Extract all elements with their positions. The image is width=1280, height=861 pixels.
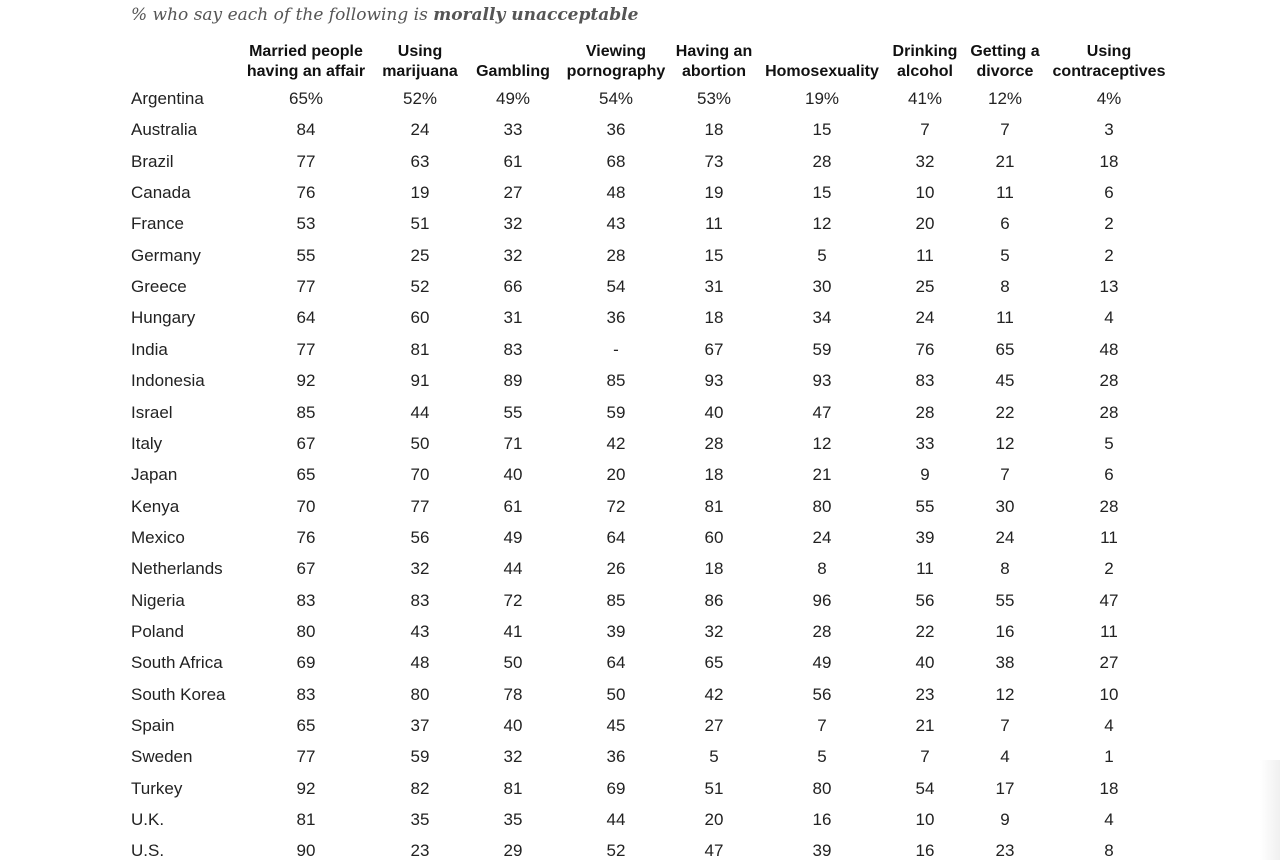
table-cell: 20 [915, 214, 935, 233]
table-cell: 91 [410, 371, 430, 390]
table-cell: 65% [288, 89, 324, 108]
row-country-label: Argentina [131, 89, 204, 108]
table-cell: 5 [1000, 246, 1010, 265]
table-cell: 12 [995, 685, 1015, 704]
table-cell: 7 [817, 716, 827, 735]
row-country-label: Netherlands [131, 559, 223, 578]
table-cell: 18 [704, 465, 724, 484]
table-cell: 6 [1000, 214, 1010, 233]
table-cell: 36 [606, 747, 626, 766]
table-cell: 39 [915, 528, 935, 547]
table-cell: 80 [812, 779, 832, 798]
table-cell: 44 [503, 559, 523, 578]
table-cell: 2 [1104, 214, 1114, 233]
table-cell: 35 [503, 810, 523, 829]
table-cell: 76 [296, 528, 316, 547]
table-cell: 28 [915, 403, 935, 422]
column-header [1053, 42, 1166, 82]
table-cell: 37 [410, 716, 430, 735]
table-cell: 23 [410, 841, 430, 860]
table-cell: 53 [296, 214, 316, 233]
table-cell: 2 [1104, 246, 1114, 265]
table-cell: 8 [1000, 277, 1010, 296]
table-cell: 89 [503, 371, 523, 390]
table-cell: 52 [606, 841, 626, 860]
table-cell: 77 [296, 747, 316, 766]
table-cell: 81 [704, 497, 724, 516]
subtitle-prefix: % who say each of the following is [131, 5, 434, 25]
table-cell: 7 [1000, 465, 1010, 484]
row-country-label: Canada [131, 183, 191, 202]
row-country-label: France [131, 214, 184, 233]
table-cell: 65 [995, 340, 1015, 359]
table-cell: 51 [410, 214, 430, 233]
table-cell: 8 [1104, 841, 1114, 860]
table-cell: 54% [598, 89, 634, 108]
table-cell: 12 [812, 434, 832, 453]
table-cell: 18 [704, 308, 724, 327]
column-header [476, 42, 550, 82]
table-cell: 5 [817, 747, 827, 766]
table-cell: 31 [503, 308, 523, 327]
table-cell: 60 [704, 528, 724, 547]
table-cell: 27 [503, 183, 523, 202]
table-cell: - [613, 340, 619, 359]
table-cell: 52% [402, 89, 438, 108]
table-cell: 10 [1099, 685, 1119, 704]
table-cell: 11 [916, 246, 934, 265]
table-cell: 27 [1099, 653, 1119, 672]
table-cell: 9 [920, 465, 930, 484]
table-cell: 28 [606, 246, 626, 265]
row-country-label: U.S. [131, 841, 165, 860]
table-cell: 73 [704, 152, 724, 171]
table-cell: 83 [296, 685, 316, 704]
table-cell: 11 [705, 214, 723, 233]
table-cell: 83 [503, 340, 523, 359]
table-cell: 12 [812, 214, 832, 233]
column-header [765, 42, 879, 82]
table-cell: 85 [606, 591, 626, 610]
table-cell: 39 [812, 841, 832, 860]
table-cell: 77 [296, 277, 316, 296]
table-cell: 32 [503, 246, 523, 265]
column-header-line: Married people [249, 43, 363, 60]
table-cell: 24 [410, 120, 430, 139]
column-header [893, 42, 958, 82]
table-cell: 60 [410, 308, 430, 327]
row-country-label: India [131, 340, 168, 359]
table-cell: 76 [915, 340, 935, 359]
row-country-label: South Korea [131, 685, 226, 704]
table-cell: 28 [1099, 497, 1119, 516]
row-country-label: Mexico [131, 528, 185, 547]
table-cell: 10 [915, 810, 935, 829]
table-cell: 55 [503, 403, 523, 422]
table-cell: 13 [1099, 277, 1119, 296]
table-cell: 42 [704, 685, 724, 704]
table-cell: 26 [606, 559, 626, 578]
table-cell: 65 [296, 716, 316, 735]
table-cell: 19 [704, 183, 724, 202]
table-cell: 28 [812, 152, 832, 171]
column-header-line: Using [1086, 43, 1132, 60]
table-cell: 32 [503, 747, 523, 766]
table-cell: 49 [812, 653, 832, 672]
row-country-label: Japan [131, 465, 178, 484]
table-cell: 15 [812, 183, 832, 202]
table-cell: 82 [410, 779, 430, 798]
column-header-line: Having an [675, 43, 753, 60]
table-cell: 32 [915, 152, 935, 171]
table-cell: 68 [606, 152, 626, 171]
table-cell: 55 [915, 497, 935, 516]
column-header-line: Using [397, 43, 443, 60]
table-cell: 85 [606, 371, 626, 390]
table-cell: 40 [704, 403, 724, 422]
table-cell: 33 [503, 120, 523, 139]
table-cell: 77 [410, 497, 430, 516]
table-cell: 49% [495, 89, 531, 108]
table-cell: 11 [1100, 622, 1118, 641]
table-cell: 83 [410, 591, 430, 610]
table-cell: 54 [915, 779, 935, 798]
table-cell: 93 [704, 371, 724, 390]
column-header [970, 42, 1039, 82]
table-cell: 80 [812, 497, 832, 516]
row-country-label: Kenya [131, 497, 180, 516]
table-cell: 83 [915, 371, 935, 390]
table-cell: 77 [296, 340, 316, 359]
table-cell: 59 [410, 747, 430, 766]
table-cell: 72 [606, 497, 626, 516]
table-cell: 9 [1000, 810, 1010, 829]
table-cell: 48 [606, 183, 626, 202]
row-country-label: U.K. [131, 810, 165, 829]
column-header [676, 42, 752, 82]
table-cell: 41 [503, 622, 523, 641]
row-country-label: South Africa [131, 653, 223, 672]
table-cell: 17 [995, 779, 1015, 798]
table-cell: 18 [1099, 152, 1119, 171]
table-cell: 41% [907, 89, 943, 108]
table-cell: 80 [410, 685, 430, 704]
table-cell: 63 [410, 152, 430, 171]
table-cell: 92 [296, 779, 316, 798]
subtitle-emphasis: morally unacceptable [433, 5, 639, 25]
table-cell: 86 [704, 591, 724, 610]
table-cell: 66 [503, 277, 523, 296]
table-cell: 34 [812, 308, 832, 327]
table-cell: 21 [915, 716, 935, 735]
table-cell: 42 [606, 434, 626, 453]
table-cell: 16 [915, 841, 935, 860]
table-cell: 18 [1099, 779, 1119, 798]
table-cell: 4 [1000, 747, 1010, 766]
table-cell: 47 [812, 403, 832, 422]
table-cell: 81 [503, 779, 523, 798]
table-cell: 65 [704, 653, 724, 672]
table-cell: 85 [296, 403, 316, 422]
table-cell: 36 [606, 308, 626, 327]
table-cell: 2 [1104, 559, 1114, 578]
table-cell: 7 [1000, 120, 1010, 139]
column-header [247, 42, 365, 82]
table-cell: 61 [503, 152, 523, 171]
table-cell: 59 [812, 340, 832, 359]
column-header-line: Drinking [892, 43, 958, 60]
table-cell: 61 [503, 497, 523, 516]
table-cell: 10 [915, 183, 935, 202]
table-cell: 45 [606, 716, 626, 735]
table-cell: 8 [817, 559, 827, 578]
table-cell: 78 [503, 685, 523, 704]
row-country-label: Israel [131, 403, 173, 422]
table-cell: 18 [704, 559, 724, 578]
table-cell: 8 [1000, 559, 1010, 578]
table-cell: 64 [606, 653, 626, 672]
table-cell: 7 [1000, 716, 1010, 735]
table-cell: 36 [606, 120, 626, 139]
table-cell: 40 [503, 716, 523, 735]
table-cell: 56 [915, 591, 935, 610]
table-cell: 76 [296, 183, 316, 202]
table-cell: 21 [995, 152, 1015, 171]
table-cell: 28 [704, 434, 724, 453]
table-cell: 1 [1104, 747, 1114, 766]
column-header-line: Getting a [970, 43, 1040, 60]
row-country-label: Poland [131, 622, 184, 641]
table-cell: 7 [920, 120, 930, 139]
table-cell: 4 [1104, 810, 1114, 829]
table-cell: 54 [606, 277, 626, 296]
table-cell: 93 [812, 371, 832, 390]
table-cell: 45 [995, 371, 1015, 390]
table-cell: 69 [296, 653, 316, 672]
table-cell: 84 [296, 120, 316, 139]
table-cell: 80 [296, 622, 316, 641]
table-cell: 24 [915, 308, 935, 327]
table-cell: 83 [296, 591, 316, 610]
table-cell: 55 [995, 591, 1015, 610]
table-cell: 64 [296, 308, 316, 327]
table-cell: 48 [410, 653, 430, 672]
row-country-label: Turkey [131, 779, 183, 798]
table-cell: 22 [915, 622, 935, 641]
table-cell: 29 [503, 841, 523, 860]
column-header-line: pornography [566, 63, 666, 80]
table-cell: 24 [812, 528, 832, 547]
table-cell: 53% [696, 89, 732, 108]
table-cell: 49 [503, 528, 523, 547]
table-cell: 55 [296, 246, 316, 265]
row-country-label: Australia [131, 120, 198, 139]
table-cell: 47 [704, 841, 724, 860]
table-cell: 11 [996, 183, 1014, 202]
table-cell: 21 [812, 465, 832, 484]
row-country-label: Nigeria [131, 591, 185, 610]
table-cell: 7 [920, 747, 930, 766]
table-cell: 23 [915, 685, 935, 704]
table-cell: 28 [1099, 403, 1119, 422]
column-header-line: abortion [682, 63, 746, 80]
table-cell: 19% [804, 89, 840, 108]
table-cell: 50 [503, 653, 523, 672]
table-cell: 96 [812, 591, 832, 610]
table-cell: 90 [296, 841, 316, 860]
table-cell: 70 [410, 465, 430, 484]
table-cell: 50 [410, 434, 430, 453]
table-cell: 6 [1104, 183, 1114, 202]
table-cell: 28 [812, 622, 832, 641]
table-cell: 70 [296, 497, 316, 516]
table-cell: 35 [410, 810, 430, 829]
table-cell: 4% [1096, 89, 1122, 108]
row-country-label: Spain [131, 716, 175, 735]
table-cell: 50 [606, 685, 626, 704]
table-cell: 52 [410, 277, 430, 296]
table-cell: 11 [916, 559, 934, 578]
table-cell: 5 [709, 747, 719, 766]
table-cell: 64 [606, 528, 626, 547]
table-cell: 32 [410, 559, 430, 578]
table-cell: 12 [995, 434, 1015, 453]
table-cell: 19 [410, 183, 430, 202]
column-header-line: Viewing [585, 43, 647, 60]
table-cell: 67 [296, 434, 316, 453]
table-cell: 77 [296, 152, 316, 171]
table-cell: 20 [704, 810, 724, 829]
column-header-line: alcohol [896, 63, 954, 80]
table-cell: 4 [1104, 716, 1114, 735]
table-cell: 40 [503, 465, 523, 484]
edge-shadow [1260, 760, 1280, 860]
table-cell: 30 [995, 497, 1015, 516]
table-cell: 5 [817, 246, 827, 265]
table-cell: 25 [915, 277, 935, 296]
table-cell: 4 [1104, 308, 1114, 327]
table-cell: 11 [996, 308, 1014, 327]
table-cell: 32 [503, 214, 523, 233]
column-header-line: marijuana [382, 63, 458, 80]
table-cell: 33 [915, 434, 935, 453]
column-header [382, 42, 458, 82]
row-country-label: Greece [131, 277, 187, 296]
table-cell: 44 [410, 403, 430, 422]
table-cell: 3 [1104, 120, 1114, 139]
row-country-label: Brazil [131, 152, 174, 171]
table-cell: 43 [410, 622, 430, 641]
row-country-label: Indonesia [131, 371, 205, 390]
table-cell: 65 [296, 465, 316, 484]
table-cell: 44 [606, 810, 626, 829]
table-cell: 59 [606, 403, 626, 422]
table-cell: 23 [995, 841, 1015, 860]
row-country-label: Italy [131, 434, 163, 453]
table-cell: 5 [1104, 434, 1114, 453]
table-cell: 48 [1099, 340, 1119, 359]
table-cell: 24 [995, 528, 1015, 547]
table-cell: 15 [704, 246, 724, 265]
column-header-line: having an affair [246, 63, 366, 80]
table-cell: 22 [995, 403, 1015, 422]
table-cell: 20 [606, 465, 626, 484]
row-country-label: Germany [131, 246, 201, 265]
column-header [567, 42, 666, 82]
row-country-label: Sweden [131, 747, 193, 766]
table-cell: 67 [296, 559, 316, 578]
table-cell: 31 [704, 277, 724, 296]
table-cell: 16 [995, 622, 1015, 641]
table-cell: 40 [915, 653, 935, 672]
table-cell: 81 [296, 810, 316, 829]
table-cell: 12% [987, 89, 1023, 108]
table-subtitle [131, 5, 638, 25]
table-cell: 92 [296, 371, 316, 390]
table-cell: 47 [1099, 591, 1119, 610]
column-header-line: Homosexuality [765, 63, 879, 80]
table-cell: 39 [606, 622, 626, 641]
column-header-line: contraceptives [1052, 63, 1166, 80]
table-cell: 25 [410, 246, 430, 265]
table-cell: 71 [503, 434, 523, 453]
table-cell: 16 [812, 810, 832, 829]
table-cell: 38 [995, 653, 1015, 672]
table-cell: 56 [812, 685, 832, 704]
column-header-line: Gambling [476, 63, 550, 80]
table-cell: 32 [704, 622, 724, 641]
table-cell: 28 [1099, 371, 1119, 390]
table-cell: 51 [704, 779, 724, 798]
table-cell: 43 [606, 214, 626, 233]
table-cell: 6 [1104, 465, 1114, 484]
row-country-label: Hungary [131, 308, 196, 327]
column-header-line: divorce [976, 63, 1034, 80]
table-cell: 69 [606, 779, 626, 798]
table-cell: 72 [503, 591, 523, 610]
table-cell: 81 [410, 340, 430, 359]
table-cell: 11 [1100, 528, 1118, 547]
table-cell: 56 [410, 528, 430, 547]
table-cell: 27 [704, 716, 724, 735]
table-cell: 18 [704, 120, 724, 139]
table-cell: 67 [704, 340, 724, 359]
table-cell: 15 [812, 120, 832, 139]
table-cell: 30 [812, 277, 832, 296]
